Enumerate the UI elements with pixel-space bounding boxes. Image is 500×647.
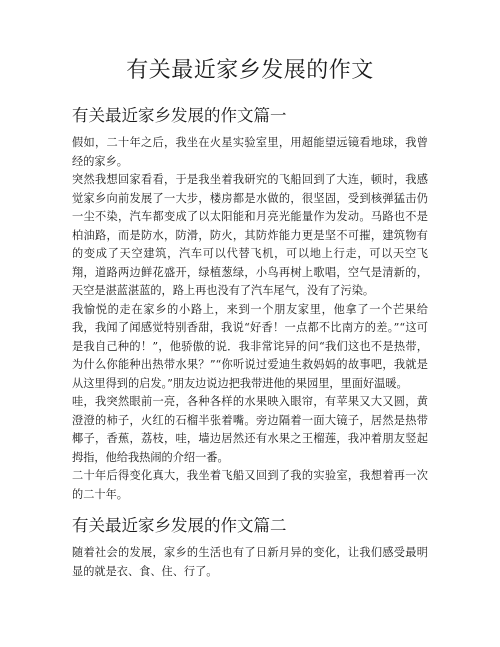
paragraph: 我愉悦的走在家乡的小路上，来到一个朋友家里，他拿了一个芒果给我，我闻了闻感觉特别香甜，我说“好香！一点都不比南方的差。”“这可是我自己种的！”，他骄傲的说．我非常诧异的问“我们这也不是热带，为什么你能种出热带水果？”“你听说过爱迪生救妈妈的故事吧，我就是从这里得到的启发。”朋友边说边把我带进他的果园里，里面好温暖。 xyxy=(72,302,428,390)
document-page xyxy=(72,56,428,581)
paragraph: 哇，我突然眼前一亮，各种各样的水果映入眼帘，有苹果又大又圆，黄澄澄的柿子，火红的石榴半张着嘴。旁边隔着一面大镜子，居然是热带椰子，香蕉，荔枝，哇，墙边居然还有水果之王榴莲，我冲着朋友竖起拇指，他给我热闹的介绍一番。 xyxy=(72,395,428,464)
paragraph: 二十年后得变化真大，我坐着飞船又回到了我的实验室，我想着再一次的二十年。 xyxy=(72,469,428,501)
paragraph: 随着社会的发展，家乡的生活也有了日新月异的变化，让我们感受最明显的就是衣、食、住、行了。 xyxy=(72,546,428,578)
paragraph: 突然我想回家看看，于是我坐着我研究的飞船回到了大连，顿时，我感觉家乡向前发展了一大步，楼房都是水做的，很坚固，受到核弹猛击仍一尘不染，汽车都变成了以太阳能和月亮光能量作为发动。马路也不是柏油路，而是防水，防滑，防火，其防炸能力更是坚不可摧，建筑物有的变成了天空建筑，汽车可以代替飞机，可以地上行走，可以天空飞翔，道路两边鲜花盛开，绿植葱绿，小鸟再树上歌唱，空气是清新的，天空是湛蓝湛蓝的，路上再也没有了汽车尾气，没有了污染。 xyxy=(72,173,428,297)
section-heading-1: 有关最近家乡发展的作文篇一 xyxy=(72,106,287,125)
paragraph: 假如，二十年之后，我坐在火星实验室里，用超能望远镜看地球，我曾经的家乡。 xyxy=(72,136,428,168)
document-title: 有关最近家乡发展的作文 xyxy=(126,58,374,83)
section-heading-2: 有关最近家乡发展的作文篇二 xyxy=(72,516,287,535)
